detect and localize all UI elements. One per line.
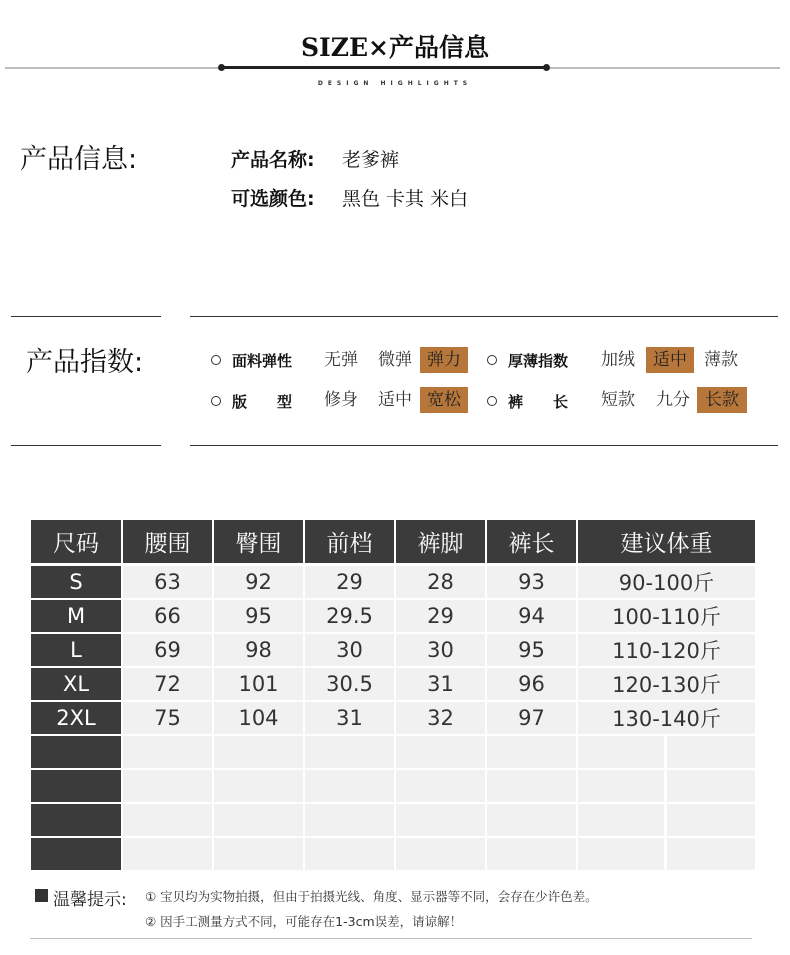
bullet-icon [211,355,221,365]
table-cell: 101 [214,668,303,700]
table-empty-cell [667,736,755,768]
table-cell: 29.5 [305,600,394,632]
table-cell: 69 [123,634,212,666]
table-cell: 31 [305,702,394,734]
table-cell: 30 [305,634,394,666]
table-empty-cell [396,838,485,870]
notes-bottom-line [30,938,752,939]
size-label-cell: S [31,566,121,598]
option-regular: 适中 [378,390,412,410]
table-empty-cell [214,736,303,768]
table-cell: 93 [487,566,576,598]
table-cell: 66 [123,600,212,632]
table-cell: 29 [396,600,485,632]
table-empty-cell [396,770,485,802]
table-empty-cell [667,770,755,802]
table-cell: 92 [214,566,303,598]
size-label-cell [31,838,121,870]
table-empty-cell [305,804,394,836]
table-empty-cell [578,770,664,802]
table-empty-cell [487,804,576,836]
option-medium-selected: 适中 [646,347,694,373]
table-cell: 130-140斤 [578,702,755,734]
table-header-cell: 裤脚 [396,520,485,563]
table-cell: 95 [214,600,303,632]
index-top-line-right [190,316,778,317]
table-empty-cell [578,838,664,870]
product-index-label: 产品指数: [26,347,144,378]
product-name-value: 老爹裤 [342,149,400,171]
note-square-icon [35,889,48,902]
table-empty-cell [305,838,394,870]
option-thin: 薄款 [704,350,738,370]
table-cell: 29 [305,566,394,598]
notes-title: 温馨提示: [53,890,127,910]
table-cell: 94 [487,600,576,632]
header-accent-line [222,66,548,69]
option-long-selected: 长款 [697,387,747,413]
bullet-icon [211,396,221,406]
table-empty-cell [578,804,664,836]
table-empty-cell [396,804,485,836]
table-empty-cell [487,770,576,802]
table-cell: 110-120斤 [578,634,755,666]
table-cell: 63 [123,566,212,598]
table-cell: 28 [396,566,485,598]
product-name-key: 产品名称: [231,149,315,171]
page-subtitle: DESIGN HIGHLIGHTS [317,80,473,87]
table-cell: 31 [396,668,485,700]
note-item: ① 宝贝均为实物拍摄，但由于拍摄光线、角度、显示器等不同，会存在少许色差。 [145,889,598,904]
color-options-key: 可选颜色: [231,188,315,210]
size-label-cell [31,736,121,768]
index-thickness: 厚薄指数 [508,352,569,370]
table-header-cell: 臀围 [214,520,303,563]
table-cell: 30 [396,634,485,666]
option-slim: 修身 [324,390,358,410]
table-cell: 97 [487,702,576,734]
table-header-cell: 裤长 [487,520,576,563]
table-empty-cell [305,770,394,802]
table-empty-cell [214,838,303,870]
table-empty-cell [214,770,303,802]
option-ninth: 九分 [656,390,690,410]
index-bottom-line-right [190,445,778,446]
table-cell: 100-110斤 [578,600,755,632]
table-cell: 30.5 [305,668,394,700]
table-cell: 75 [123,702,212,734]
table-cell: 104 [214,702,303,734]
index-fit: 版 型 [232,393,293,411]
table-empty-cell [396,736,485,768]
table-empty-cell [487,838,576,870]
table-cell: 96 [487,668,576,700]
table-cell: 72 [123,668,212,700]
product-info-label: 产品信息: [20,144,138,175]
table-header-cell: 尺码 [31,520,121,563]
size-label-cell: 2XL [31,702,121,734]
table-cell: 95 [487,634,576,666]
table-empty-cell [305,736,394,768]
option-loose-selected: 宽松 [420,387,468,413]
index-top-line-left [11,316,161,317]
table-empty-cell [123,804,212,836]
table-empty-cell [667,838,755,870]
table-header-cell: 前档 [305,520,394,563]
table-empty-cell [214,804,303,836]
table-cell: 120-130斤 [578,668,755,700]
table-empty-cell [487,736,576,768]
table-empty-cell [123,736,212,768]
color-options-value: 黑色 卡其 米白 [342,188,469,210]
size-label-cell: L [31,634,121,666]
option-fleece: 加绒 [601,350,635,370]
table-empty-cell [123,770,212,802]
accent-dot-left [218,64,225,71]
table-empty-cell [667,804,755,836]
option-slight-stretch: 微弹 [378,350,412,370]
page-title: SIZE×产品信息 [300,33,489,62]
option-no-stretch: 无弹 [324,350,358,370]
table-empty-cell [123,838,212,870]
index-fabric-elasticity: 面料弹性 [232,352,293,370]
table-empty-cell [578,736,664,768]
table-cell: 98 [214,634,303,666]
table-cell: 90-100斤 [578,566,755,598]
note-item: ② 因手工测量方式不同，可能存在1-3cm误差，请谅解！ [145,914,463,929]
option-stretch-selected: 弹力 [420,347,468,373]
bullet-icon [487,396,497,406]
accent-dot-right [543,64,550,71]
option-short: 短款 [601,390,635,410]
size-label-cell [31,770,121,802]
index-length: 裤 长 [508,393,569,411]
bullet-icon [487,355,497,365]
size-label-cell [31,804,121,836]
table-cell: 32 [396,702,485,734]
table-header-cell: 建议体重 [578,520,755,563]
index-bottom-line-left [11,445,161,446]
table-header-cell: 腰围 [123,520,212,563]
size-label-cell: M [31,600,121,632]
size-label-cell: XL [31,668,121,700]
